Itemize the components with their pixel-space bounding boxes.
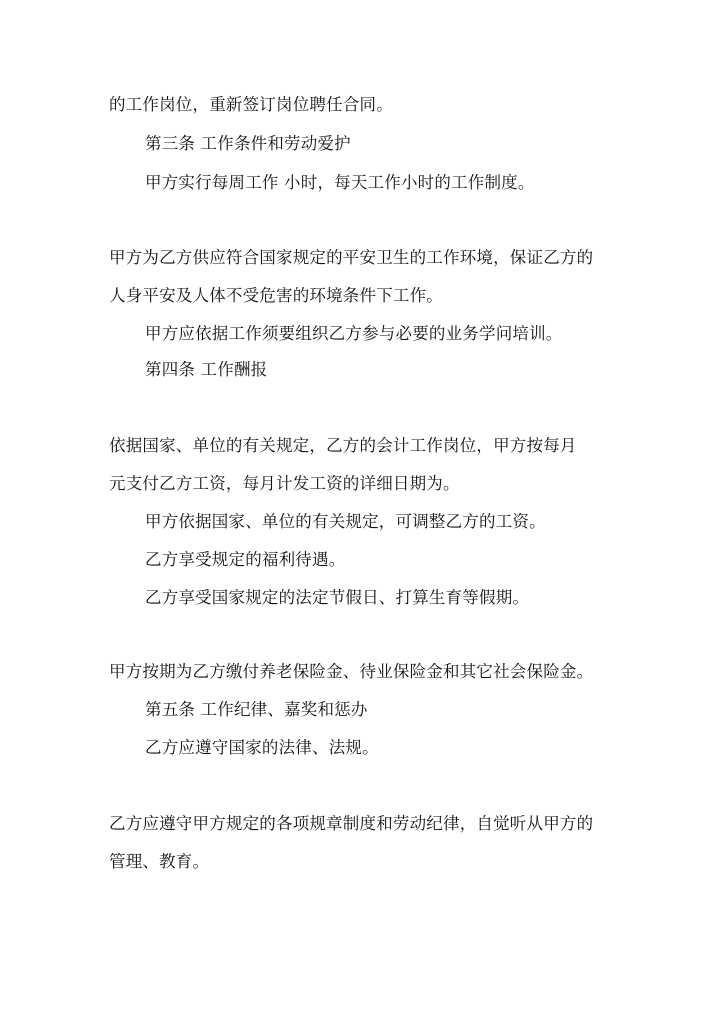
- section-heading-article-5: 第五条 工作纪律、嘉奖和惩办: [145, 700, 368, 719]
- text-line: 人身平安及人体不受危害的环境条件下工作。: [109, 286, 443, 305]
- text-line: 乙方应遵守甲方规定的各项规章制度和劳动纪律，自觉听从甲方的: [109, 814, 594, 833]
- text-line: 乙方享受国家规定的法定节假日、打算生育等假期。: [145, 588, 530, 607]
- section-heading-article-3: 第三条 工作条件和劳动爱护: [145, 134, 351, 153]
- text-line: 乙方享受规定的福利待遇。: [145, 550, 346, 569]
- text-line: 甲方按期为乙方缴付养老保险金、待业保险金和其它社会保险金。: [109, 662, 594, 681]
- text-line: 甲方实行每周工作 小时，每天工作小时的工作制度。: [145, 173, 535, 192]
- text-line: 甲方为乙方供应符合国家规定的平安卫生的工作环境，保证乙方的: [109, 248, 594, 267]
- section-heading-article-4: 第四条 工作酬报: [145, 360, 268, 379]
- text-line: 依据国家、单位的有关规定，乙方的会计工作岗位，甲方按每月: [109, 436, 577, 455]
- text-line: 甲方应依据工作须要组织乙方参与必要的业务学问培训。: [145, 324, 563, 343]
- text-line: 的工作岗位，重新签订岗位聘任合同。: [109, 95, 393, 114]
- text-line: 管理、教育。: [109, 852, 210, 871]
- text-line: 元支付乙方工资，每月计发工资的详细日期为。: [109, 474, 460, 493]
- text-line: 乙方应遵守国家的法律、法规。: [145, 738, 379, 757]
- text-line: 甲方依据国家、单位的有关规定，可调整乙方的工资。: [145, 512, 546, 531]
